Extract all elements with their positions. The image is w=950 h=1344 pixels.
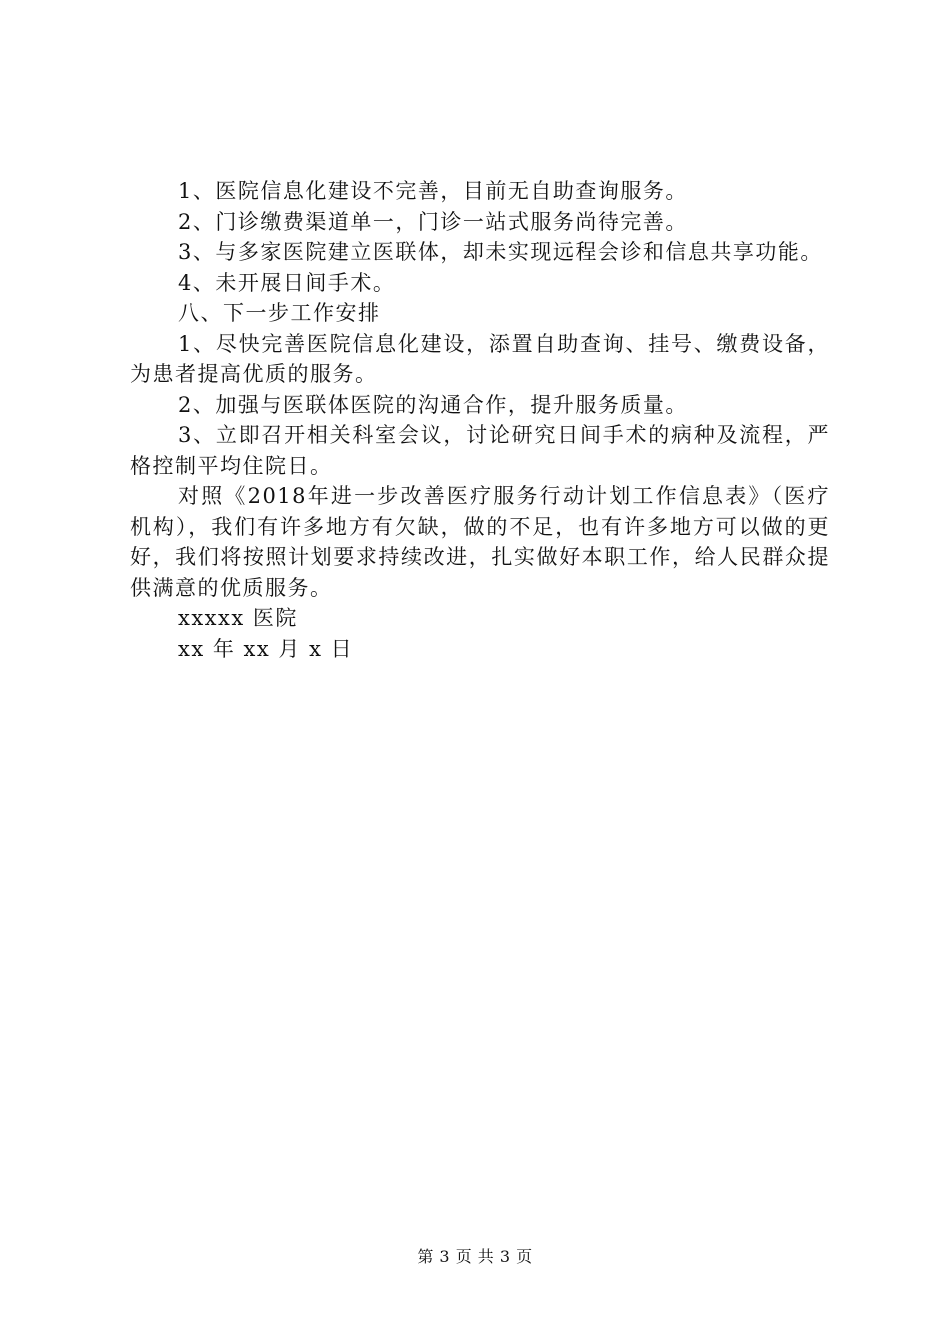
issue-item-3: 3、与多家医院建立医联体，却未实现远程会诊和信息共享功能。: [178, 240, 823, 264]
issue-item-4: 4、未开展日间手术。: [178, 270, 396, 295]
section-heading: 八、下一步工作安排: [178, 301, 381, 325]
conclusion-paragraph: 对照《2018年进一步改善医疗服务行动计划工作信息表》（医疗机构），我们有许多地方有欠缺，做的不足，也有许多地方可以做的更好，我们将按照计划要求持续改进，扎实做好本职工作，给人民群众提供满意的优质服务。: [130, 484, 830, 600]
page-footer: 第 3 页 共 3 页: [417, 1247, 533, 1266]
signature-organization: xxxxx 医院: [178, 606, 298, 630]
plan-item-1: 1、尽快完善医院信息化建设，添置自助查询、挂号、缴费设备，为患者提高优质的服务。: [130, 331, 830, 386]
plan-item-2: 2、加强与医联体医院的沟通合作，提升服务质量。: [178, 392, 688, 417]
signature-date: xx 年 xx 月 x 日: [178, 636, 354, 661]
plan-item-3: 3、立即召开相关科室会议，讨论研究日间手术的病种及流程，严格控制平均住院日。: [130, 423, 830, 478]
issue-item-2: 2、门诊缴费渠道单一，门诊一站式服务尚待完善。: [178, 209, 688, 234]
document-body: [130, 176, 830, 664]
issue-item-1: 1、医院信息化建设不完善，目前无自助查询服务。: [178, 179, 688, 203]
